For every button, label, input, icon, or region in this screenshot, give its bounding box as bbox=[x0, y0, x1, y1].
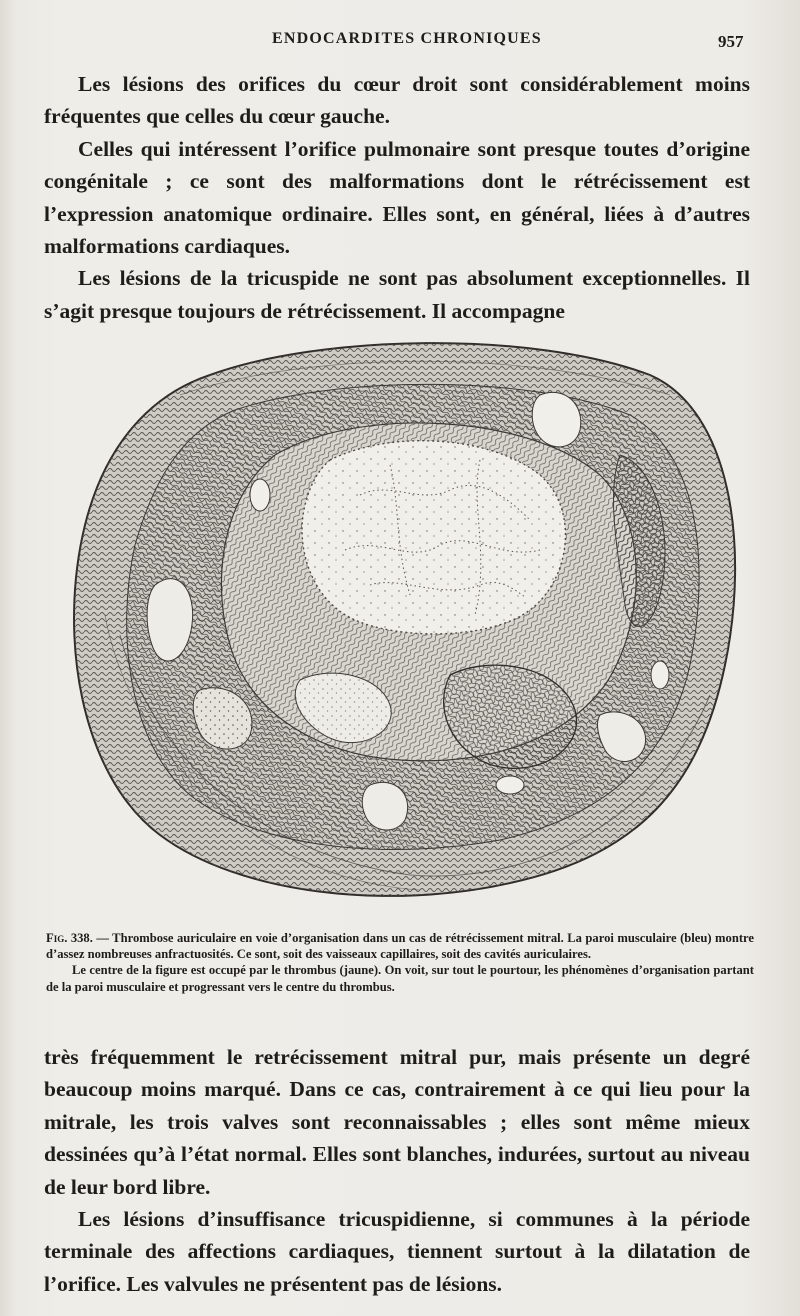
body-text-top bbox=[44, 68, 750, 327]
paragraph: Les lésions des orifices du cœur droit sont considérablement moins fréquentes que celles du cœur gauche. bbox=[44, 72, 750, 129]
page-number: 957 bbox=[718, 32, 744, 51]
paragraph: Les lésions d’insuffisance tricuspidienne, si communes à la période terminale des affections cardiaques, tiennent surtout à la dilatation de l’orifice. Les valvules ne présentent pas de lésions. bbox=[44, 1207, 750, 1296]
caption-text: Le centre de la figure est occupé par le thrombus (jaune). On voit, sur tout le pourtour, les phénomènes d’organisation partant de la paroi musculaire et progressant vers le centre du thrombus. bbox=[46, 963, 754, 994]
paragraph: Les lésions de la tricuspide ne sont pas absolument exceptionnelles. Il s’agit presque toujours de rétrécissement. Il accompagne bbox=[44, 266, 750, 323]
central-thrombus bbox=[302, 441, 565, 634]
caption-text: — Thrombose auriculaire en voie d’organisation dans un cas de rétrécissement mitral. La paroi musculaire (bleu) montre d’assez nombreuses anfractuosités. Ce sont, soit des vaisseaux capillaires, soit des cavités auriculaires. bbox=[46, 931, 754, 962]
paragraph: très fréquemment le retrécissement mitral pur, mais présente un degré beaucoup moins marqué. Dans ce cas, contrairement à ce qui lieu pour la mitrale, les trois valves sont reconnaissables ; elles sont même mieux dessinées qu’à l’état normal. Elles sont blanches, indurées, surtout au niveau de leur bord libre. bbox=[44, 1045, 750, 1199]
page-header bbox=[0, 30, 800, 54]
figure-caption bbox=[46, 930, 754, 995]
running-head: ENDOCARDITES CHRONIQUES bbox=[272, 30, 542, 47]
body-text-bottom bbox=[44, 1041, 750, 1300]
figure-label: Fig. 338. bbox=[46, 931, 93, 945]
histology-illustration bbox=[60, 335, 740, 905]
paragraph: Celles qui intéressent l’orifice pulmonaire sont presque toutes d’origine congénitale ; ce sont des malformations dont le rétrécissement est l’expression anatomique ordinaire. Elles sont, en général, liées à d’autres malformations cardiaques. bbox=[44, 136, 750, 259]
